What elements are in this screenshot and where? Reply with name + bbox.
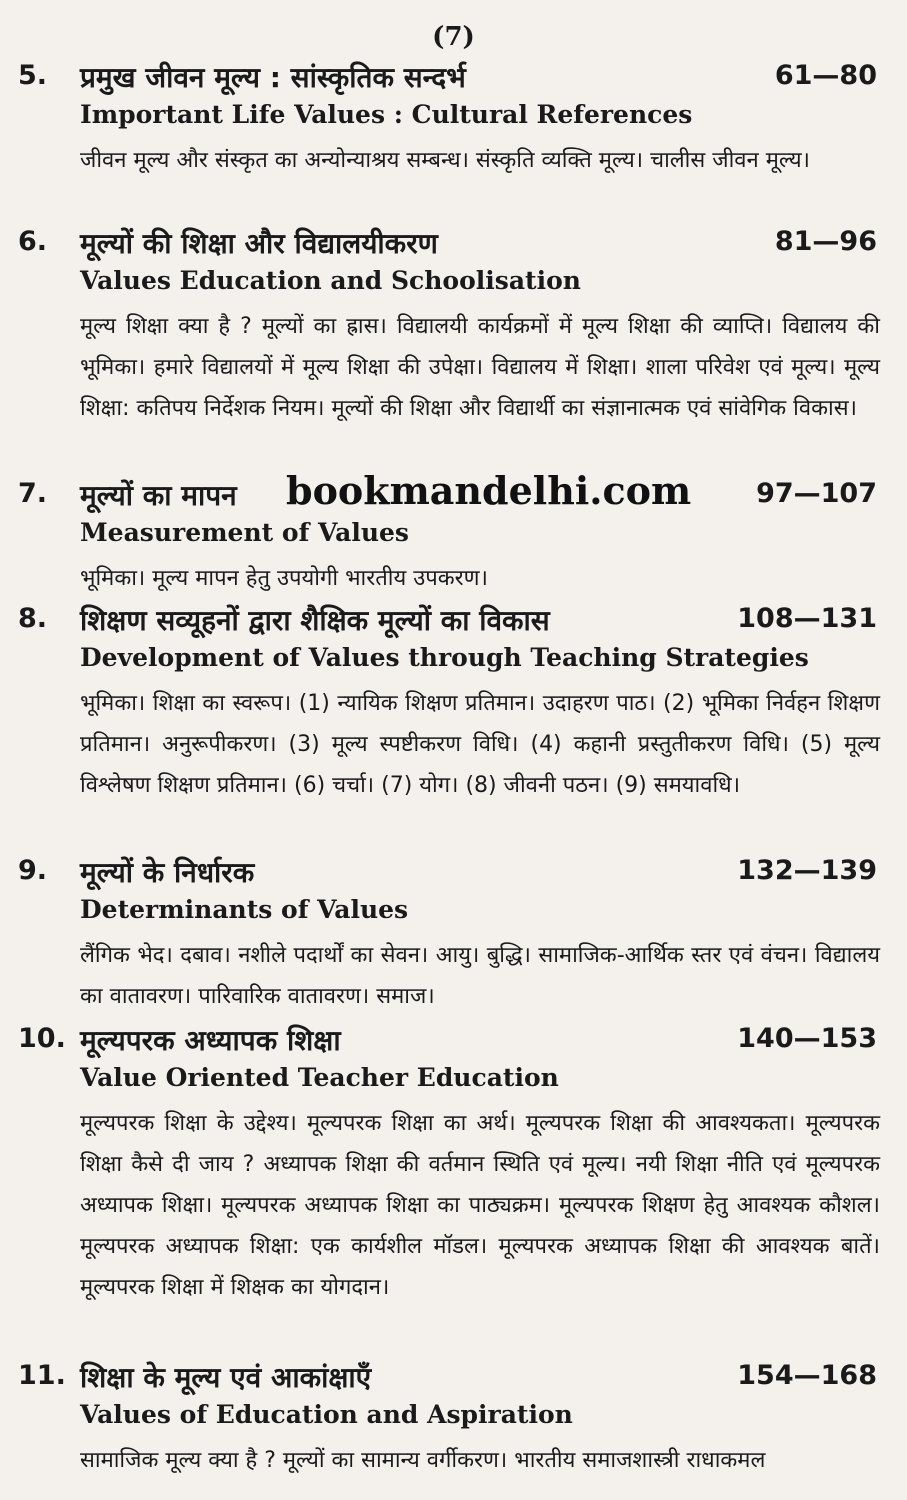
chapter-contents: लैंगिक भेद। दबाव। नशीले पदार्थों का सेवन। आयु। बुद्धि। सामाजिक-आर्थिक स्तर एवं वंचन। विद्यालय का वातावरण। पारिवारिक वातावरण। समाज। <box>80 943 880 1009</box>
chapter-hindi-title: मूल्यों का मापन <box>80 479 237 512</box>
chapter-page-range: 140—153 <box>737 1023 877 1054</box>
chapter-english-title: Important Life Values : Cultural References <box>80 100 693 129</box>
chapter-number: 7. <box>18 478 48 509</box>
watermark: bookmandelhi.com <box>286 468 692 513</box>
chapter-english-title: Development of Values through Teaching Strategies <box>80 643 809 672</box>
chapter-contents: सामाजिक मूल्य क्या है ? मूल्यों का सामान्य वर्गीकरण। भारतीय समाजशास्त्री राधाकमल <box>80 1448 766 1473</box>
chapter-page-range: 81—96 <box>774 226 877 257</box>
page-number: (7) <box>432 22 475 52</box>
chapter-english-title: Values of Education and Aspiration <box>80 1400 573 1429</box>
chapter-hindi-title: शिक्षा के मूल्य एवं आकांक्षाएँ <box>80 1361 372 1394</box>
chapter-page-range: 154—168 <box>737 1360 877 1391</box>
chapter-contents: भूमिका। मूल्य मापन हेतु उपयोगी भारतीय उपकरण। <box>80 566 488 591</box>
chapter-number: 11. <box>18 1360 66 1391</box>
chapter-english-title: Value Oriented Teacher Education <box>80 1063 559 1092</box>
chapter-english-title: Determinants of Values <box>80 895 409 924</box>
chapter-contents: मूल्य शिक्षा क्या है ? मूल्यों का ह्रास। विद्यालयी कार्यक्रमों में मूल्य शिक्षा की व्याप्ति। विद्यालय की भूमिका। हमारे विद्यालयों में मूल्य शिक्षा की उपेक्षा। विद्यालय में शिक्षा। शाला परिवेश एवं मूल्य। मूल्य शिक्षा: कतिपय निर्देशक नियम। मूल्यों की शिक्षा और विद्यार्थी का संज्ञानात्मक एवं सांवेगिक विकास। <box>80 314 880 421</box>
chapter-hindi-title: मूल्यों के निर्धारक <box>80 856 255 889</box>
chapter-page-range: 108—131 <box>737 603 877 634</box>
chapter-hindi-title: शिक्षण सव्यूहनों द्वारा शैक्षिक मूल्यों का विकास <box>80 604 550 637</box>
chapter-contents: मूल्यपरक शिक्षा के उद्देश्य। मूल्यपरक शिक्षा का अर्थ। मूल्यपरक शिक्षा की आवश्यकता। मूल्यपरक शिक्षा कैसे दी जाय ? अध्यापक शिक्षा की वर्तमान स्थिति एवं मूल्य। नयी शिक्षा नीति एवं मूल्यपरक अध्यापक शिक्षा। मूल्यपरक अध्यापक शिक्षा का पाठ्यक्रम। मूल्यपरक शिक्षण हेतु आवश्यक कौशल। मूल्यपरक अध्यापक शिक्षा: एक कार्यशील मॉडल। मूल्यपरक अध्यापक शिक्षा की आवश्यक बातें। मूल्यपरक शिक्षा में शिक्षक का योगदान। <box>80 1111 880 1300</box>
chapter-page-range: 97—107 <box>756 478 877 509</box>
chapter-number: 6. <box>18 226 48 257</box>
chapter-english-title: Values Education and Schoolisation <box>80 266 581 295</box>
chapter-number: 9. <box>18 855 48 886</box>
chapter-number: 5. <box>18 60 48 91</box>
chapter-hindi-title: प्रमुख जीवन मूल्य : सांस्कृतिक सन्दर्भ <box>80 61 466 94</box>
chapter-page-range: 132—139 <box>737 855 877 886</box>
chapter-english-title: Measurement of Values <box>80 518 409 547</box>
chapter-number: 8. <box>18 603 48 634</box>
chapter-contents: जीवन मूल्य और संस्कृत का अन्योन्याश्रय सम्बन्ध। संस्कृति व्यक्ति मूल्य। चालीस जीवन मूल्य। <box>80 148 811 173</box>
chapter-hindi-title: मूल्यों की शिक्षा और विद्यालयीकरण <box>80 227 438 260</box>
chapter-hindi-title: मूल्यपरक अध्यापक शिक्षा <box>80 1024 341 1057</box>
chapter-contents: भूमिका। शिक्षा का स्वरूप। (1) न्यायिक शिक्षण प्रतिमान। उदाहरण पाठ। (2) भूमिका निर्वहन शिक्षण प्रतिमान। अनुरूपीकरण। (3) मूल्य स्पष्टीकरण विधि। (4) कहानी प्रस्तुतीकरण विधि। (5) मूल्य विश्लेषण शिक्षण प्रतिमान। (6) चर्चा। (7) योग। (8) जीवनी पठन। (9) समयावधि। <box>80 691 880 798</box>
chapter-number: 10. <box>18 1023 66 1054</box>
chapter-page-range: 61—80 <box>774 60 877 91</box>
